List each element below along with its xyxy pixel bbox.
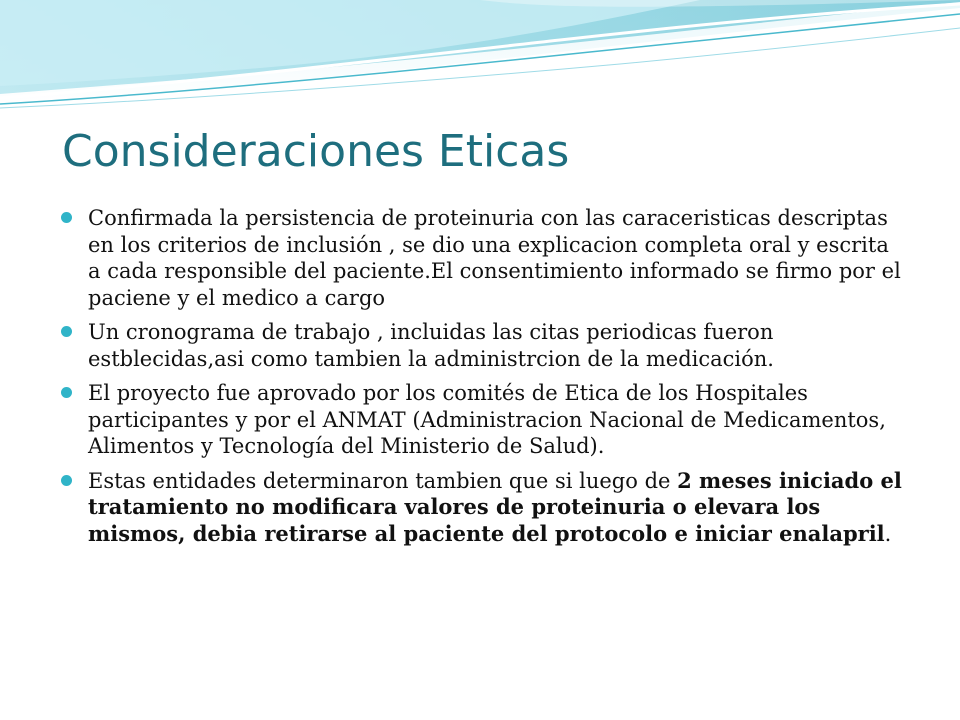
bullet-text: El proyecto fue aprovado por los comités de Etica de los Hospitales participantes y por el ANMAT (Administracion Nacional de Medicamentos, Alimentos y Tecnología del Ministerio de Salud). [88,381,886,458]
bullet-dot-icon [61,475,72,486]
bullet-text: Un cronograma de trabajo , incluidas las citas periodicas fueron estblecidas,asi como tambien la administrcion de la medicación. [88,320,774,371]
slide-title: Consideraciones Eticas [62,126,570,177]
bullet-text-lead: Estas entidades determinaron tambien que si luego de [88,468,678,493]
bullet-item [60,205,905,311]
bullet-dot-icon [61,387,72,398]
bullet-text-emphasis: 2 meses iniciado el tratamiento no modificara valores de proteinuria o elevara los mismos, debia retirarse al paciente del protocolo e iniciar enalapril [88,467,902,546]
bullet-text-tail: . [884,521,892,546]
header-wave-decoration [0,0,960,110]
bullet-list [60,205,905,555]
bullet-dot-icon [61,212,72,223]
bullet-item [60,468,905,548]
bullet-text: Confirmada la persistencia de proteinuria con las caraceristicas descriptas en los criterios de inclusión , se dio una explicacion completa oral y escrita a cada responsible del paciente.El consentimiento informado se firmo por el paciene y el medico a cargo [88,206,901,310]
bullet-dot-icon [61,326,72,337]
bullet-item [60,380,905,460]
bullet-item [60,319,905,372]
